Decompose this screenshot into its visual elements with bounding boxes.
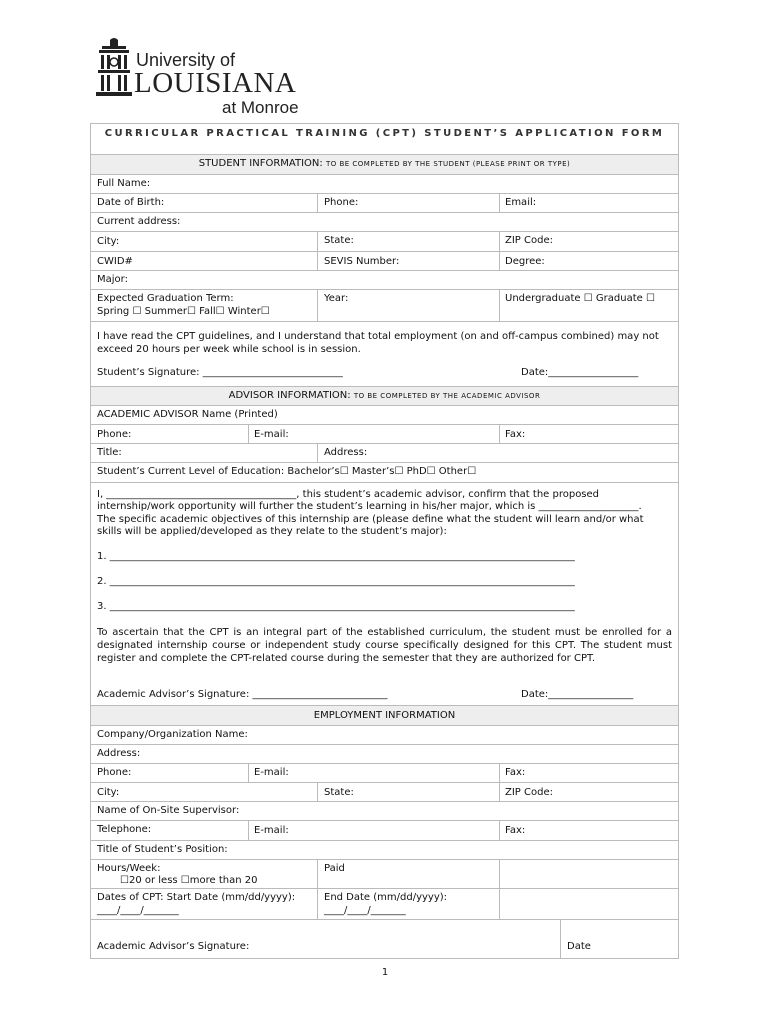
- level-checkboxes[interactable]: Undergraduate ☐ Graduate ☐: [505, 293, 655, 304]
- position-field[interactable]: Title of Student’s Position:: [97, 844, 228, 855]
- objective-line-3[interactable]: 3. _____________________________________________________________________________________________: [97, 601, 575, 612]
- sevis-field[interactable]: SEVIS Number:: [324, 256, 400, 267]
- student-section-heading: [91, 158, 678, 169]
- supervisor-email-field[interactable]: E-mail:: [254, 825, 289, 836]
- term-checkboxes[interactable]: Spring ☐ Summer☐ Fall☐ Winter☐: [97, 306, 270, 317]
- company-address-field[interactable]: Address:: [97, 748, 141, 759]
- page-number: 1: [381, 967, 389, 978]
- company-field[interactable]: Company/Organization Name:: [97, 729, 248, 740]
- advisor-name-field[interactable]: ACADEMIC ADVISOR Name (Printed): [97, 409, 278, 420]
- building-icon: [96, 36, 132, 102]
- objective-line-2[interactable]: 2. _____________________________________________________________________________________________: [97, 576, 575, 587]
- advisor-title-field[interactable]: Title:: [97, 447, 122, 458]
- advisor-phone-field[interactable]: Phone:: [97, 429, 132, 440]
- hours-checkboxes[interactable]: ☐20 or less ☐more than 20: [120, 875, 258, 886]
- city-field[interactable]: City:: [97, 236, 120, 247]
- student-heading-note: TO BE COMPLETED BY THE STUDENT (PLEASE PRINT OR TYPE): [325, 160, 571, 168]
- form-frame: [90, 123, 679, 959]
- advisor-signature-line[interactable]: Academic Advisor’s Signature: ___________________________: [97, 689, 388, 700]
- logo-text-line3: at Monroe: [222, 98, 299, 117]
- dob-field[interactable]: Date of Birth:: [97, 197, 165, 208]
- zip-field[interactable]: ZIP Code:: [505, 235, 553, 246]
- final-date[interactable]: Date: [567, 941, 591, 952]
- end-date-field[interactable]: ____/____/_______: [324, 905, 406, 916]
- logo-text-line1: University of: [136, 50, 236, 70]
- advisor-address-field[interactable]: Address:: [324, 447, 368, 458]
- current-address-field[interactable]: Current address:: [97, 216, 181, 227]
- confirm-line-1: I, ______________________________________, this student’s academic advisor, confirm that the proposed: [97, 489, 600, 500]
- full-name-field[interactable]: Full Name:: [97, 178, 151, 189]
- university-logo: [96, 36, 326, 122]
- advisor-heading-label: ADVISOR INFORMATION:: [228, 390, 351, 401]
- telephone-field[interactable]: Telephone:: [97, 824, 152, 835]
- confirm-line-3: The specific academic objectives of this internship are (please define what the student will learn and/or what: [97, 514, 644, 525]
- cwid-field[interactable]: CWID#: [97, 256, 133, 267]
- paid-field[interactable]: Paid: [324, 863, 345, 874]
- supervisor-fax-field[interactable]: Fax:: [505, 825, 526, 836]
- state-field[interactable]: State:: [324, 235, 354, 246]
- student-heading-label: STUDENT INFORMATION:: [198, 158, 323, 169]
- company-phone-field[interactable]: Phone:: [97, 767, 132, 778]
- major-field[interactable]: Major:: [97, 274, 128, 285]
- student-signature-line[interactable]: Student’s Signature: ____________________________: [97, 367, 343, 378]
- degree-field[interactable]: Degree:: [505, 256, 545, 267]
- advisor-email-field[interactable]: E-mail:: [254, 429, 289, 440]
- advisor-date-line[interactable]: Date:_________________: [521, 689, 634, 700]
- employment-section-heading: EMPLOYMENT INFORMATION: [313, 710, 456, 721]
- objective-line-1[interactable]: 1. _____________________________________________________________________________________________: [97, 551, 575, 562]
- advisor-heading-note: TO BE COMPLETED BY THE ACADEMIC ADVISOR: [353, 392, 541, 400]
- phone-field[interactable]: Phone:: [324, 197, 359, 208]
- year-field[interactable]: Year:: [324, 293, 349, 304]
- company-email-field[interactable]: E-mail:: [254, 767, 289, 778]
- company-state-field[interactable]: State:: [324, 787, 354, 798]
- start-date-field[interactable]: ____/____/_______: [97, 905, 179, 916]
- confirm-line-4: skills will be applied/developed as they relate to the student’s major):: [97, 526, 447, 537]
- advisor-fax-field[interactable]: Fax:: [505, 429, 526, 440]
- logo-text-line2: LOUISIANA: [134, 67, 297, 99]
- advisor-section-heading: [91, 390, 678, 401]
- form-title: CURRICULAR PRACTICAL TRAINING (CPT) STUDENT’S APPLICATION FORM: [104, 128, 665, 139]
- company-zip-field[interactable]: ZIP Code:: [505, 787, 553, 798]
- student-date-line[interactable]: Date:__________________: [521, 367, 639, 378]
- company-fax-field[interactable]: Fax:: [505, 767, 526, 778]
- end-date-label: End Date (mm/dd/yyyy):: [324, 892, 448, 903]
- final-advisor-signature[interactable]: Academic Advisor’s Signature:: [97, 941, 250, 952]
- confirm-line-2: internship/work opportunity will further the student’s learning in his/her major, which is ____________________.: [97, 501, 642, 512]
- grad-term-label: Expected Graduation Term:: [97, 293, 234, 304]
- start-date-label: Dates of CPT: Start Date (mm/dd/yyyy):: [97, 892, 296, 903]
- hours-label: Hours/Week:: [97, 863, 161, 874]
- employment-statement: I have read the CPT guidelines, and I understand that total employment (on and off-campus combined) may not exceed 20 hours per week while school is in session.: [97, 331, 659, 355]
- email-field[interactable]: Email:: [505, 197, 537, 208]
- education-level-checkboxes[interactable]: Student’s Current Level of Education: Bachelor’s☐ Master’s☐ PhD☐ Other☐: [97, 466, 477, 477]
- supervisor-field[interactable]: Name of On-Site Supervisor:: [97, 805, 240, 816]
- curriculum-paragraph: To ascertain that the CPT is an integral part of the established curriculum, the student must be enrolled for a designated internship course or independent study course specifically designed for this CPT. The student must register and complete the CPT-related course during the semester that they are authorized for CPT.: [97, 627, 672, 664]
- company-city-field[interactable]: City:: [97, 787, 120, 798]
